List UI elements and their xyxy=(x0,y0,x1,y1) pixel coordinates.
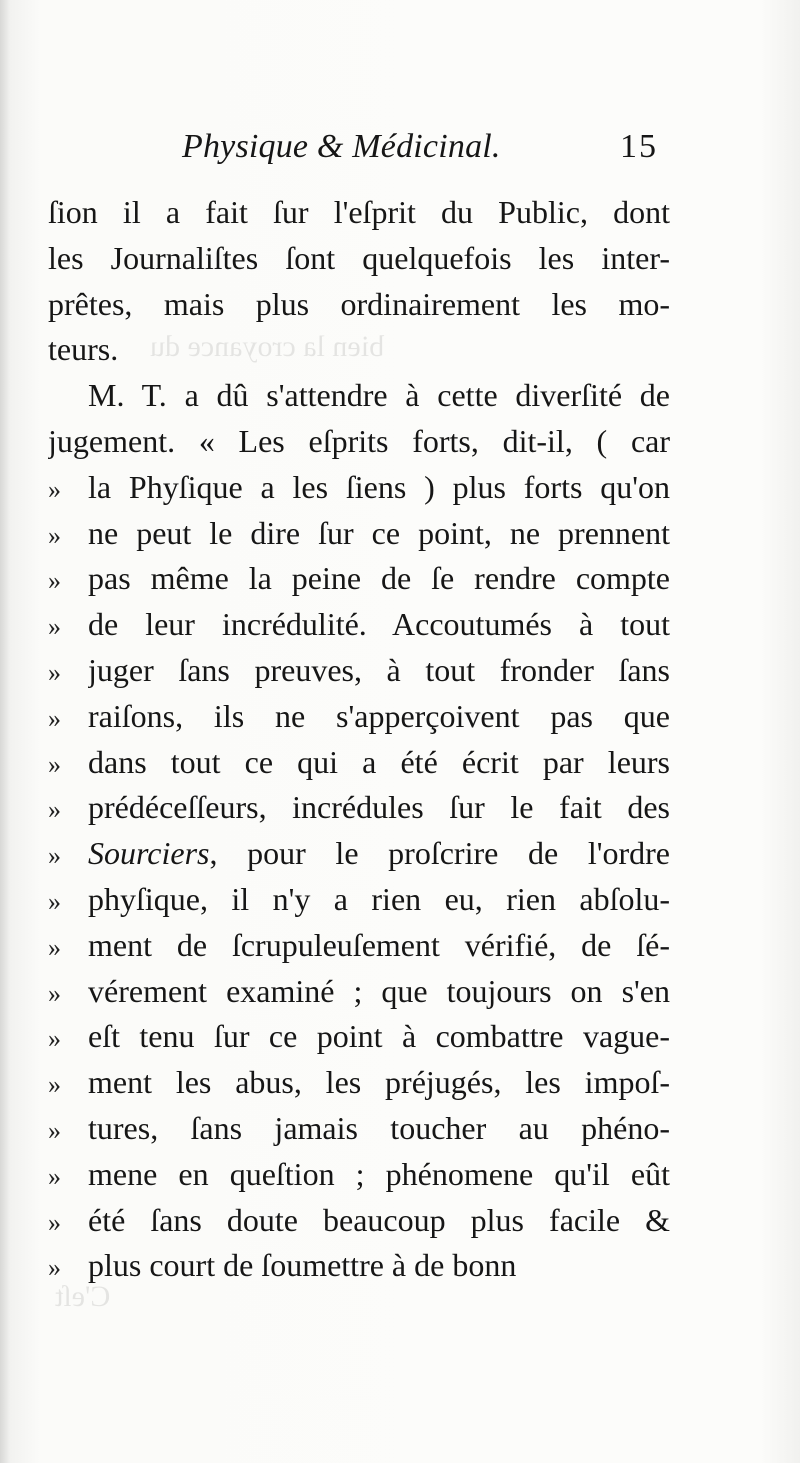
line-text: jugement. « Les eſprits forts, dit-il, ( car xyxy=(48,422,670,459)
line-text: les Journaliſtes ſont quelquefois les inter- xyxy=(48,239,670,276)
text-line xyxy=(48,831,670,877)
text-line xyxy=(48,923,670,969)
guillemet-mark: » xyxy=(48,795,61,825)
text-line xyxy=(48,190,670,236)
show-through-text: bien la croyance du xyxy=(150,330,385,363)
guillemet-mark: » xyxy=(48,841,61,871)
guillemet-mark: » xyxy=(48,749,61,779)
guillemet-mark: » xyxy=(48,1253,61,1283)
line-text: prédéceſſeurs, incrédules ſur le fait des xyxy=(88,789,670,826)
text-line xyxy=(48,465,670,511)
text-line xyxy=(48,419,670,465)
line-text: mene en queſtion ; phénomene qu'il eût xyxy=(88,1155,670,1192)
text-line xyxy=(48,648,670,694)
line-text: pas même la peine de ſe rendre compte xyxy=(88,560,670,597)
line-text: phyſique, il n'y a rien eu, rien abſolu- xyxy=(88,880,670,917)
guillemet-mark: » xyxy=(48,1070,61,1100)
line-text: ne peut le dire ſur ce point, ne prennent xyxy=(88,514,670,551)
guillemet-mark: » xyxy=(48,520,61,550)
text-line xyxy=(48,785,670,831)
text-line xyxy=(48,1152,670,1198)
guillemet-mark: » xyxy=(48,1161,61,1191)
line-text: prêtes, mais plus ordinairement les mo- xyxy=(48,285,670,322)
guillemet-mark: » xyxy=(48,1207,61,1237)
guillemet-mark: » xyxy=(48,474,61,504)
guillemet-mark: » xyxy=(48,703,61,733)
guillemet-mark: » xyxy=(48,657,61,687)
text-line xyxy=(48,236,670,282)
line-text: de leur incrédulité. Accoutumés à tout xyxy=(88,606,670,643)
line-text: juger ſans preuves, à tout fronder ſans xyxy=(88,651,670,688)
guillemet-mark: » xyxy=(48,566,61,596)
text-line xyxy=(48,282,670,328)
guillemet-mark: » xyxy=(48,612,61,642)
line-text: tures, ſans jamais toucher au phéno- xyxy=(88,1109,670,1146)
line-text: plus court de ſoumettre à de bonn xyxy=(88,1247,517,1284)
running-head: Physique & Médicinal. xyxy=(182,128,501,165)
text-line xyxy=(48,327,670,373)
line-text: la Phyſique a les ſiens ) plus forts qu'on xyxy=(88,468,670,505)
guillemet-mark: » xyxy=(48,1115,61,1145)
line-text: ment les abus, les préjugés, les impoſ- xyxy=(88,1064,670,1101)
text-line xyxy=(48,1106,670,1152)
line-text: dans tout ce qui a été écrit par leurs xyxy=(88,743,670,780)
body-text xyxy=(48,190,670,1289)
line-text: M. T. a dû s'attendre à cette diverſité de xyxy=(88,377,670,414)
guillemet-mark: » xyxy=(48,886,61,916)
show-through-text: C'eſt xyxy=(55,1280,111,1313)
text-line xyxy=(48,877,670,923)
page-number: 15 xyxy=(620,128,658,165)
spine-shadow xyxy=(0,0,10,1463)
text-line xyxy=(48,373,670,419)
guillemet-mark: » xyxy=(48,1024,61,1054)
line-text: ment de ſcrupuleuſement vérifié, de ſé- xyxy=(88,926,670,963)
guillemet-mark: » xyxy=(48,932,61,962)
text-line xyxy=(48,740,670,786)
guillemet-mark: » xyxy=(48,978,61,1008)
line-text: Sourciers, pour le proſcrire de l'ordre xyxy=(88,835,670,872)
page-header xyxy=(0,128,800,178)
text-line xyxy=(48,1243,670,1289)
text-line xyxy=(48,511,670,557)
line-text: ſion il a fait ſur l'eſprit du Public, dont xyxy=(48,194,670,230)
text-line xyxy=(48,556,670,602)
text-line xyxy=(48,1014,670,1060)
line-text: raiſons, ils ne s'apperçoivent pas que xyxy=(88,697,670,734)
line-text: été ſans doute beaucoup plus facile & xyxy=(88,1201,670,1238)
text-line xyxy=(48,694,670,740)
line-text: eſt tenu ſur ce point à combattre vague- xyxy=(88,1018,670,1055)
line-text: teurs. xyxy=(48,331,119,368)
line-text: vérement examiné ; que toujours on s'en xyxy=(88,972,670,1009)
text-line xyxy=(48,1198,670,1244)
text-line xyxy=(48,1060,670,1106)
text-line xyxy=(48,602,670,648)
text-line xyxy=(48,969,670,1015)
